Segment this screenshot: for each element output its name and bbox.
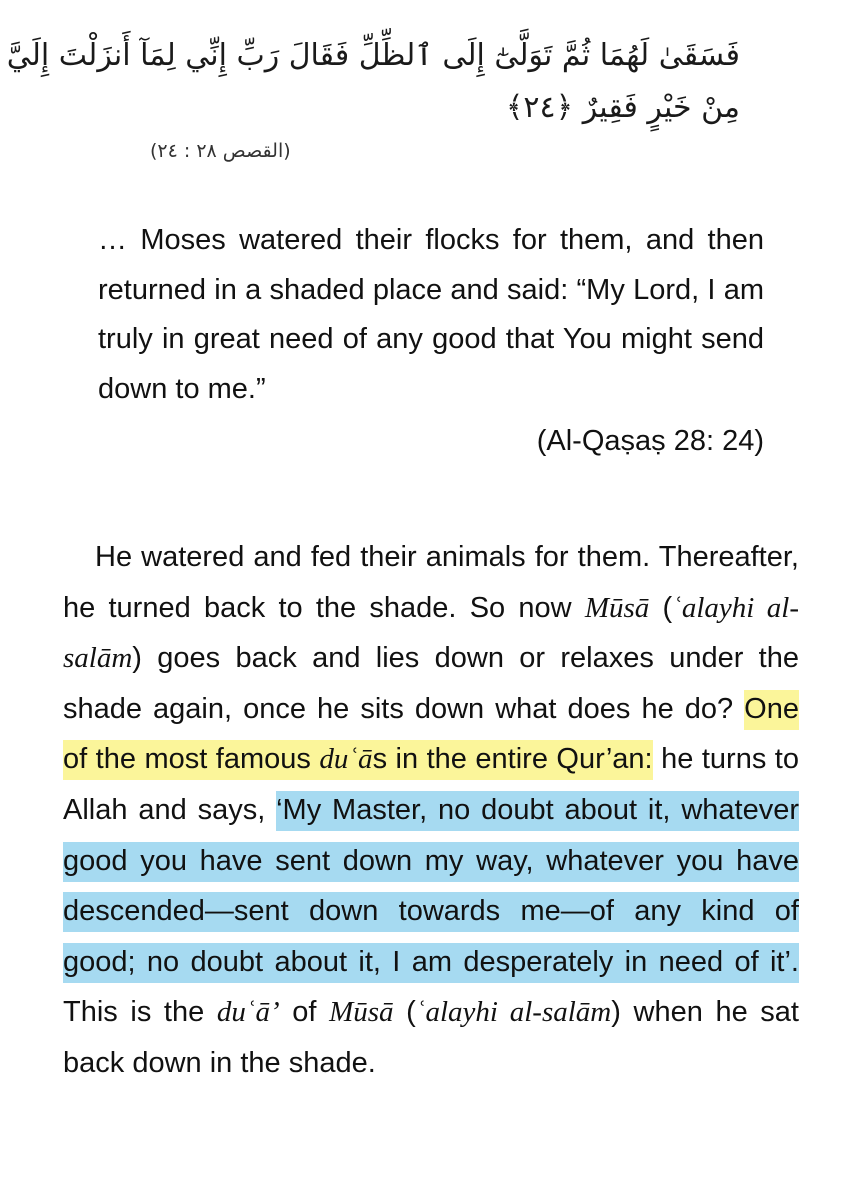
- transliteration-dua: duʿā: [319, 743, 373, 776]
- commentary-text: This is the: [63, 996, 217, 1029]
- highlight-text: s in the entire Qur’an:: [372, 743, 653, 776]
- arabic-verse-line-2: مِنْ خَيْرٍ فَقِيرٌ ﴿٢٤﴾: [505, 90, 740, 125]
- highlight-text: One of the most famous: [63, 692, 799, 776]
- commentary-paragraph: [63, 532, 799, 1089]
- commentary-text: (: [649, 591, 673, 624]
- commentary-text: ) goes back and lies down or relaxes under the shade again, once he sits down what does he do?: [63, 642, 799, 725]
- blue-highlight[interactable]: ‘My Master, no doubt about it, whatever good you have sent down my way, whatever you have descended—sent down towards me—of any kind of good; no doubt about it, I am desperately in need of it’.: [63, 791, 799, 983]
- translation-reference: (Al-Qaṣaṣ 28: 24): [536, 425, 764, 457]
- commentary-text: ) when he sat back down in the shade.: [63, 996, 799, 1079]
- arabic-verse-line-1: فَسَقَىٰ لَهُمَا ثُمَّ تَوَلَّىٰٓ إِلَى ٱلظِّلِّ فَقَالَ رَبِّ إِنِّي لِمَآ أَنزَلْتَ إِلَيَّ: [6, 38, 740, 73]
- transliteration-alayhi-al-salam: ʿalayhi al-salām: [63, 591, 800, 675]
- transliteration-alayhi-al-salam: ʿalayhi al-salām: [415, 996, 612, 1029]
- arabic-verse: [6, 30, 740, 134]
- arabic-verse-reference: (القصص ٢٨ : ٢٤): [150, 140, 291, 162]
- transliteration-musa: Mūsā: [584, 591, 650, 624]
- commentary-text: (: [393, 996, 416, 1029]
- commentary-text: He watered and fed their animals for them. Thereafter, he turned back to the shade. So now: [63, 541, 799, 624]
- commentary-text: of: [279, 996, 330, 1029]
- commentary-text: he turns to Allah and says,: [63, 743, 799, 826]
- transliteration-dua: duʿā’: [216, 996, 280, 1029]
- transliteration-musa: Mūsā: [329, 996, 394, 1029]
- verse-translation: … Moses watered their flocks for them, and then returned in a shaded place and said: “My Lord, I am truly in great need of any good that You might send down to me.”: [98, 224, 764, 405]
